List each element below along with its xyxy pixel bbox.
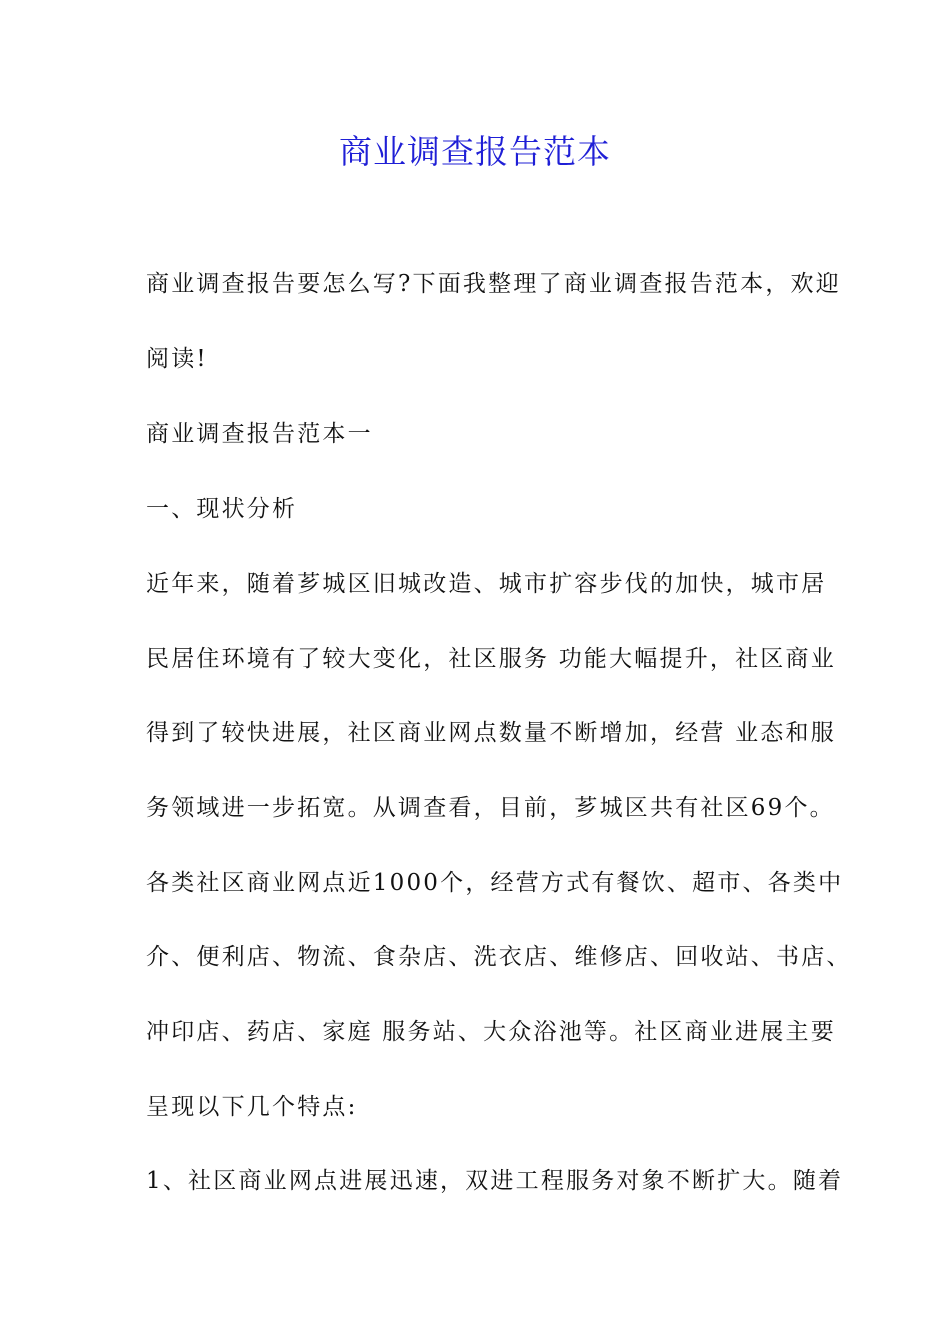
subsection-heading: 一、现状分析 xyxy=(146,496,298,522)
paragraph-line: 得到了较快进展，社区商业网点数量不断增加，经营 业态和服 xyxy=(146,720,836,746)
paragraph-line: 1、社区商业网点进展迅速，双进工程服务对象不断扩大。随着 xyxy=(146,1168,844,1194)
paragraph-line: 介、便利店、物流、食杂店、洗衣店、维修店、回收站、书店、 xyxy=(146,944,852,970)
paragraph-line: 近年来，随着芗城区旧城改造、城市扩容步伐的加快，城市居 xyxy=(146,571,827,597)
section-heading: 商业调查报告范本一 xyxy=(146,421,373,447)
paragraph-line: 各类社区商业网点近1000个，经营方式有餐饮、超市、各类中 xyxy=(146,870,844,896)
paragraph-line: 呈现以下几个特点: xyxy=(146,1094,358,1120)
document-title: 商业调查报告范本 xyxy=(339,132,611,171)
paragraph-line: 务领域进一步拓宽。从调查看，目前，芗城区共有社区69个。 xyxy=(146,795,835,821)
paragraph-line: 阅读! xyxy=(146,346,208,372)
paragraph-line: 商业调查报告要怎么写?下面我整理了商业调查报告范本，欢迎 xyxy=(146,271,841,297)
paragraph-line: 民居住环境有了较大变化，社区服务 功能大幅提升，社区商业 xyxy=(146,646,836,672)
paragraph-line: 冲印店、药店、家庭 服务站、大众浴池等。社区商业进展主要 xyxy=(146,1019,836,1045)
